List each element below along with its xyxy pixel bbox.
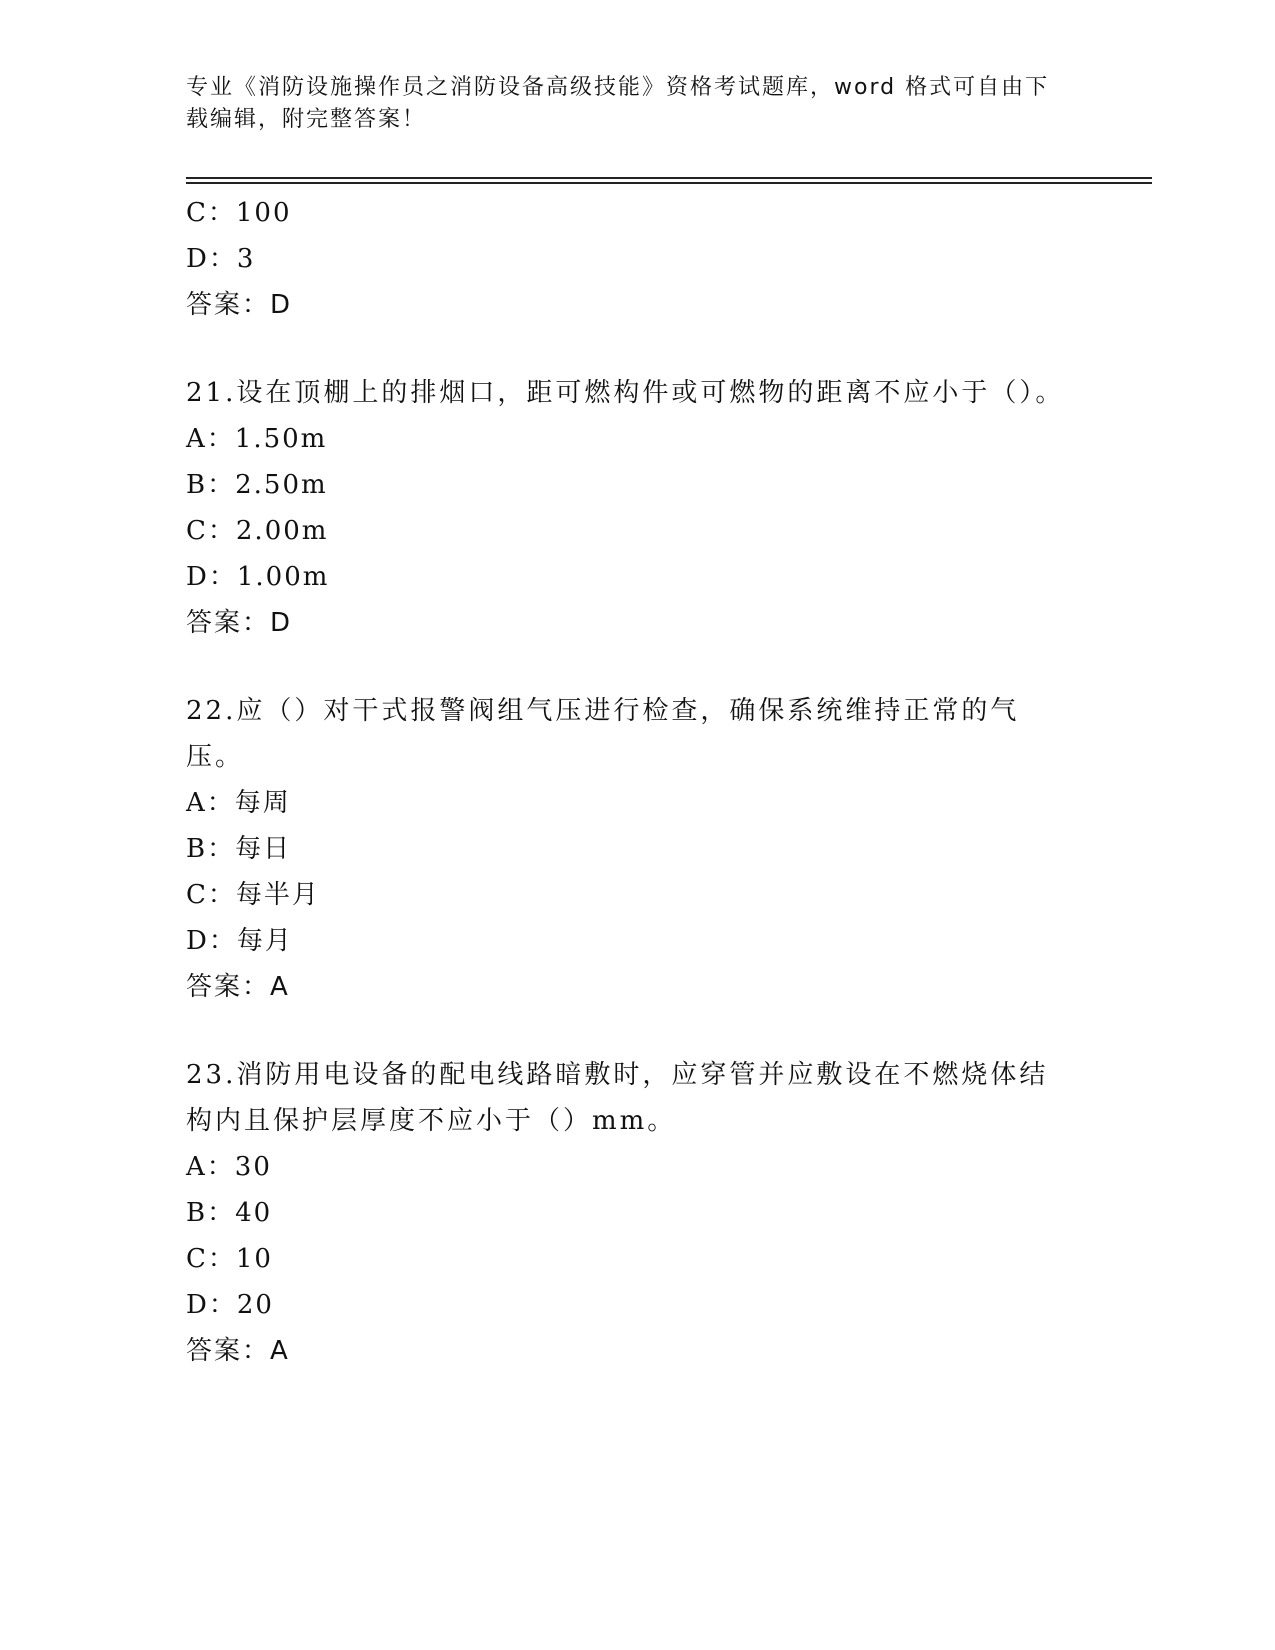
question-text: 23.消防用电设备的配电线路暗敷时，应穿管并应敷设在不燃烧体结构内且保护层厚度不应小于（）mm。 xyxy=(186,1060,1049,1136)
spacer xyxy=(186,646,1086,688)
question-block-21 xyxy=(186,370,1086,646)
question-block-prev xyxy=(186,190,1086,328)
answer-line: 答案：A xyxy=(186,972,290,1002)
answer-line: 答案：D xyxy=(186,608,293,638)
option: D：1.00m xyxy=(186,562,330,592)
header-rule-bottom xyxy=(186,182,1152,184)
question-block-22 xyxy=(186,688,1086,1010)
option: A：30 xyxy=(186,1152,272,1182)
option: D：每月 xyxy=(186,926,293,956)
spacer xyxy=(186,328,1086,370)
header-rule-top xyxy=(186,177,1152,179)
question-text: 22.应（）对干式报警阀组气压进行检查，确保系统维持正常的气压。 xyxy=(186,696,1020,772)
option: B：2.50m xyxy=(186,470,328,500)
option: A：1.50m xyxy=(186,424,328,454)
option: C：10 xyxy=(186,1244,273,1274)
option: B：每日 xyxy=(186,834,292,864)
document-header: 专业《消防设施操作员之消防设备高级技能》资格考试题库，word 格式可自由下载编辑，附完整答案！ xyxy=(186,75,1050,132)
option: D：3 xyxy=(186,244,256,274)
question-text: 21.设在顶棚上的排烟口，距可燃构件或可燃物的距离不应小于（）。 xyxy=(186,378,1065,408)
answer-line: 答案：D xyxy=(186,290,293,320)
option: D：20 xyxy=(186,1290,274,1320)
option: C：每半月 xyxy=(186,880,320,910)
option: C：100 xyxy=(186,198,292,228)
option: C：2.00m xyxy=(186,516,329,546)
question-block-23 xyxy=(186,1052,1086,1374)
option: B：40 xyxy=(186,1198,273,1228)
option: A：每周 xyxy=(186,788,291,818)
question-list xyxy=(186,190,1086,1374)
answer-line: 答案：A xyxy=(186,1336,290,1366)
spacer xyxy=(186,1010,1086,1052)
